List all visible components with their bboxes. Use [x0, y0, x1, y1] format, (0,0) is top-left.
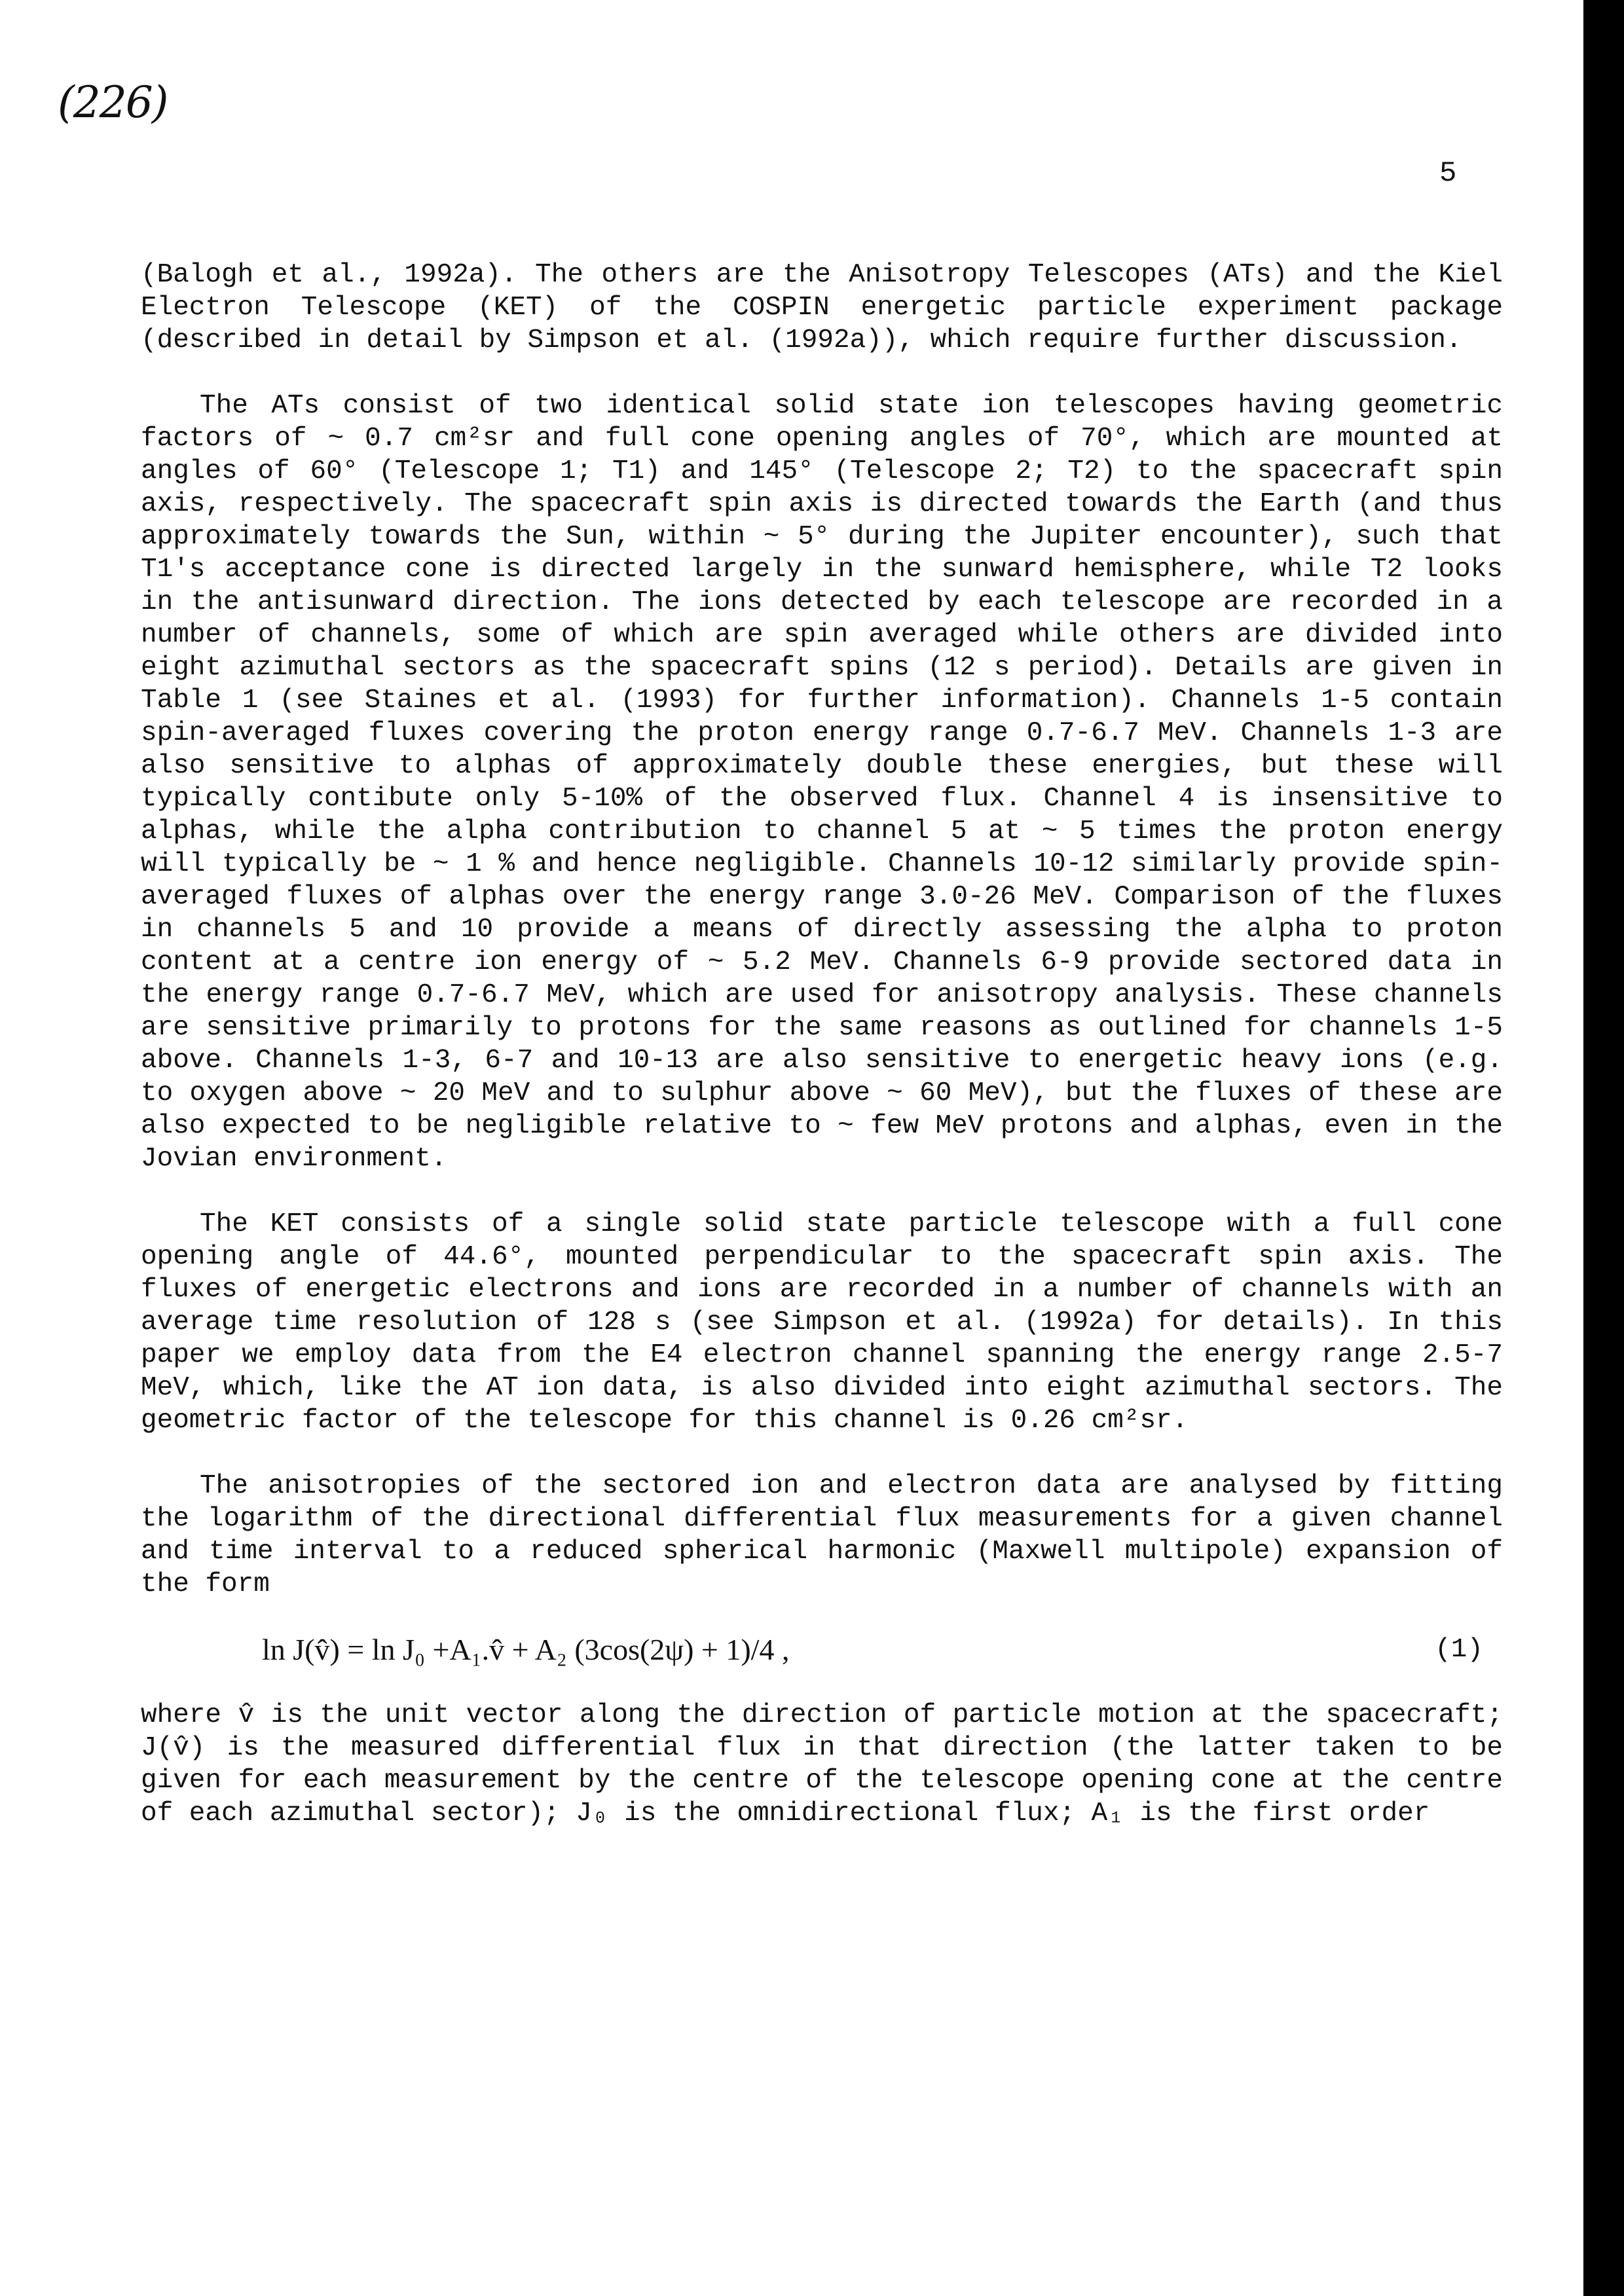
paragraph-intro: (Balogh et al., 1992a). The others are the Anisotropy Telescopes (ATs) and the Kiel Electron Telescope (KET) of the COSPIN energetic particle experiment package (described in detail by Simpson et al. (1992a)), which require further discussion. [141, 260, 1503, 355]
paragraph-anisotropy-telescopes: The ATs consist of two identical solid state ion telescopes having geometric factors of ~ 0.7 cm²sr and full cone opening angles of 70°, which are mounted at angles of 60° (Telescope 1; T1) and 145° (Telescope 2; T2) to the spacecraft spin axis, respectively. The spacecraft spin axis is directed towards the Earth (and thus approximately towards the Sun, within ~ 5° during the Jupiter encounter), such that T1's acceptance cone is directed largely in the sunward hemisphere, while T2 looks in the antisunward direction. The ions detected by each telescope are recorded in a number of channels, some of which are spin averaged while others are divided into eight azimuthal sectors as the spacecraft spins (12 s period). Details are given in Table 1 (see Staines et al. (1993) for further information). Channels 1-5 contain spin-averaged fluxes covering the proton energy range 0.7-6.7 MeV. Channels 1-3 are also sensitive to alphas of approximately double these energies, but these will typically contibute only 5-10% of the observed flux. Channel 4 is insensitive to alphas, while the alpha contribution to channel 5 at ~ 5 times the proton energy will typically be ~ 1 % and hence negligible. Channels 10-12 similarly provide spin-averaged fluxes of alphas over the energy range 3.0-26 MeV. Comparison of the fluxes in channels 5 and 10 provide a means of directly assessing the alpha to proton content at a centre ion energy of ~ 5.2 MeV. Channels 6-9 provide sectored data in the energy range 0.7-6.7 MeV, which are used for anisotropy analysis. These channels are sensitive primarily to protons for the same reasons as outlined for channels 1-5 above. Channels 1-3, 6-7 and 10-13 are also sensitive to energetic heavy ions (e.g. to oxygen above ~ 20 MeV and to sulphur above ~ 60 MeV), but the fluxes of these are also expected to be negligible relative to ~ few MeV protons and alphas, even in the Jovian environment. [141, 391, 1503, 1174]
equation-1 [141, 1633, 1503, 1666]
handwritten-page-mark: (226) [58, 77, 168, 128]
paragraph-definitions: where v̂ is the unit vector along the direction of particle motion at the spacecraft; J(v̂) is the measured differential flux in that direction (the latter taken to be given for each measurement by the centre of the telescope opening cone at the centre of each azimuthal sector); J₀ is the omnidirectional flux; A₁ is the first order [141, 1700, 1503, 1829]
page-number: 5 [1439, 157, 1457, 190]
body-text [141, 259, 1503, 1830]
paragraph-anisotropy-analysis: The anisotropies of the sectored ion and electron data are analysed by fitting the logarithm of the directional differential flux measurements for a given channel and time interval to a reduced spherical harmonic (Maxwell multipole) expansion of the form [141, 1471, 1503, 1599]
equation-number: (1) [1435, 1635, 1483, 1665]
paragraph-kiel-electron-telescope: The KET consists of a single solid state particle telescope with a full cone opening angle of 44.6°, mounted perpendicular to the spacecraft spin axis. The fluxes of energetic electrons and ions are recorded in a number of channels with an average time resolution of 128 s (see Simpson et al. (1992a) for details). In this paper we employ data from the E4 electron channel spanning the energy range 2.5-7 MeV, which, like the AT ion data, is also divided into eight azimuthal sectors. The geometric factor of the telescope for this channel is 0.26 cm²sr. [141, 1209, 1503, 1436]
equation-expression: ln J(v̂) = ln J₀ +A₁.v̂ + A₂ (3cos(2ψ) + 1)/4 , [262, 1633, 790, 1666]
